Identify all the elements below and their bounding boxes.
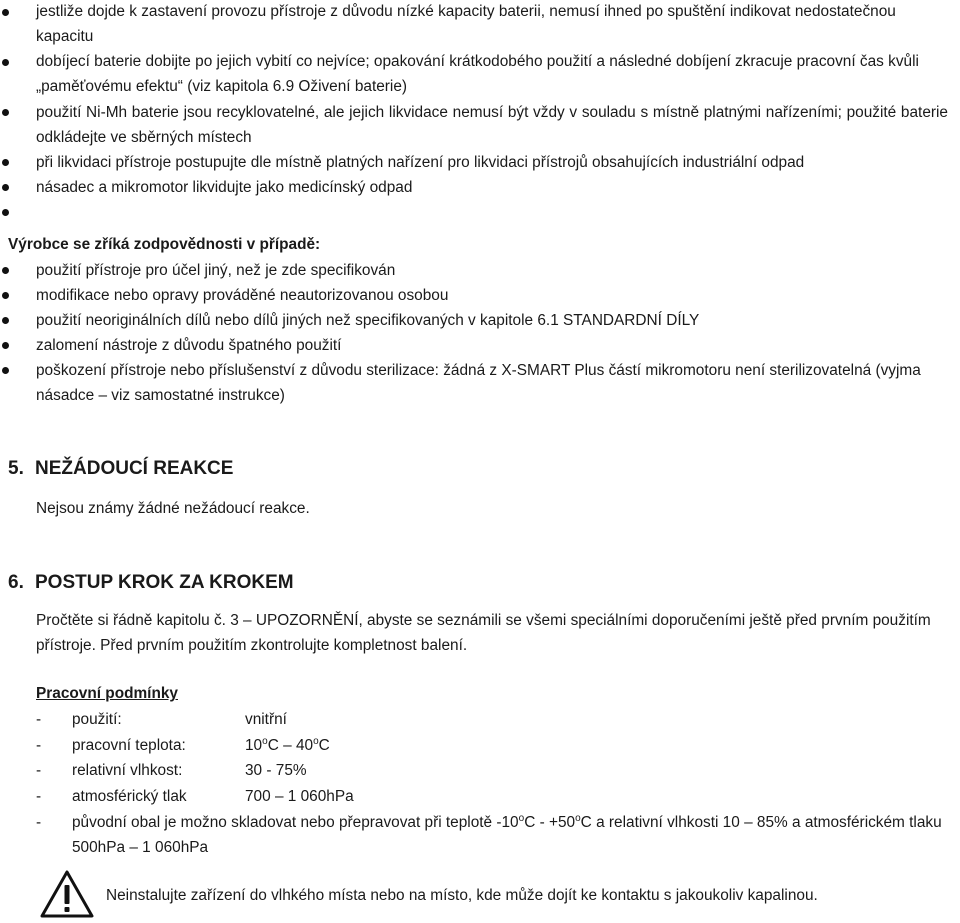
condition-row	[0, 707, 948, 733]
list-item	[0, 175, 948, 200]
condition-value: vnitřní	[245, 711, 287, 728]
list-item-text: použití neoriginálních dílů nebo dílů jiných než specifikovaných v kapitole 6.1 STANDARDNÍ DÍLY	[36, 312, 700, 329]
list-item	[0, 258, 948, 283]
bullet-icon	[2, 109, 9, 116]
condition-label: pracovní teplota:	[72, 736, 186, 754]
warning-triangle-icon	[40, 870, 94, 918]
responsibility-list	[0, 258, 948, 408]
dash-marker: -	[36, 736, 42, 754]
list-item	[0, 0, 948, 49]
list-item	[0, 50, 948, 99]
list-item	[0, 283, 948, 308]
section-number: 6.	[8, 572, 24, 593]
section-title: NEŽÁDOUCÍ REAKCE	[35, 458, 234, 479]
condition-row	[0, 810, 948, 862]
bullet-icon	[2, 9, 9, 16]
bullet-icon	[2, 184, 9, 191]
top-bullet-list	[0, 0, 948, 225]
list-item-text: použití Ni-Mh baterie jsou recyklovatelné, ale jejich likvidace nemusí být vždy v souladu s místně platnými nařízeními; použité baterie odkládejte ve sběrných místech	[36, 104, 948, 146]
conditions-heading: Pracovní podmínky	[36, 685, 178, 702]
section-6-text: Pročtěte si řádně kapitolu č. 3 – UPOZORNĚNÍ, abyste se seznámili se všemi speciálními doporučeními ještě před prvním použitím přístroje. Před prvním použitím zkontrolujte kompletnost balení.	[36, 612, 931, 654]
conditions-list	[0, 707, 948, 862]
condition-value: 30 - 75%	[245, 762, 307, 780]
warning-text: Neinstalujte zařízení do vlhkého místa nebo na místo, kde může dojít ke kontaktu s jakoukoliv kapalinou.	[106, 887, 818, 904]
list-item	[0, 200, 948, 225]
list-item	[0, 333, 948, 358]
list-item-text: modifikace nebo opravy prováděné neautorizovanou osobou	[36, 287, 449, 304]
list-item-text: při likvidaci přístroje postupujte dle místně platných nařízení pro likvidaci přístrojů obsahujících industriální odpad	[36, 154, 805, 171]
section-number: 5.	[8, 458, 24, 479]
section-5-heading	[8, 456, 233, 482]
list-item-text: násadec a mikromotor likvidujte jako medicínský odpad	[36, 179, 413, 196]
bullet-icon	[2, 267, 9, 274]
bullet-icon	[2, 317, 9, 324]
dash-marker: -	[36, 813, 42, 831]
list-item-text: dobíjecí baterie dobijte po jejich vybití co nejvíce; opakování krátkodobého použití a následné dobíjení zkracuje pracovní čas kvůli „paměťovému efektu“ (viz kapitola 6.9 Oživení baterie)	[36, 53, 919, 95]
section-6-heading	[8, 570, 294, 596]
bullet-icon	[2, 367, 9, 374]
list-item	[0, 308, 948, 333]
bullet-icon	[2, 292, 9, 299]
dash-marker: -	[36, 711, 42, 728]
list-item-text: poškození přístroje nebo příslušenství z důvodu sterilizace: žádná z X-SMART Plus částí mikromotoru není sterilizovatelná (vyjma násadce – viz samostatné instrukce)	[36, 362, 921, 404]
condition-row	[0, 784, 948, 810]
list-item-text	[36, 204, 40, 221]
condition-label: relativní vlhkost:	[72, 762, 183, 780]
dash-marker: -	[36, 762, 42, 780]
condition-label: atmosférický tlak	[72, 788, 187, 806]
condition-label: použití:	[72, 711, 122, 728]
responsibility-heading: Výrobce se zříká zodpovědnosti v případě:	[8, 236, 321, 253]
bullet-icon	[2, 59, 9, 66]
bullet-icon	[2, 209, 9, 216]
dash-marker: -	[36, 788, 42, 806]
section-5-text: Nejsou známy žádné nežádoucí reakce.	[36, 500, 310, 517]
list-item-text: zalomení nástroje z důvodu špatného použití	[36, 337, 342, 354]
bullet-icon	[2, 159, 9, 166]
condition-row	[0, 758, 948, 784]
list-item	[0, 358, 948, 408]
bullet-icon	[2, 342, 9, 349]
list-item	[0, 150, 948, 175]
list-item-text: jestliže dojde k zastavení provozu přístroje z důvodu nízké kapacity baterii, nemusí ihned po spuštění indikovat nedostatečnou kapacitu	[36, 3, 896, 45]
list-item	[0, 100, 948, 150]
section-title: POSTUP KROK ZA KROKEM	[35, 572, 294, 593]
condition-row	[0, 733, 948, 759]
list-item-text: použití přístroje pro účel jiný, než je zde specifikován	[36, 262, 396, 279]
condition-value: 700 – 1 060hPa	[245, 788, 354, 806]
condition-value: 10$^o$C – 40$^o$C	[245, 735, 330, 754]
storage-conditions-text: původní obal je možno skladovat nebo přepravovat při teplotě $-10^oC - +50^oC$ a relativní vlhkosti 10 – 85% a atmosférickém tlaku 500hPa – 1 060hPa	[72, 812, 942, 856]
